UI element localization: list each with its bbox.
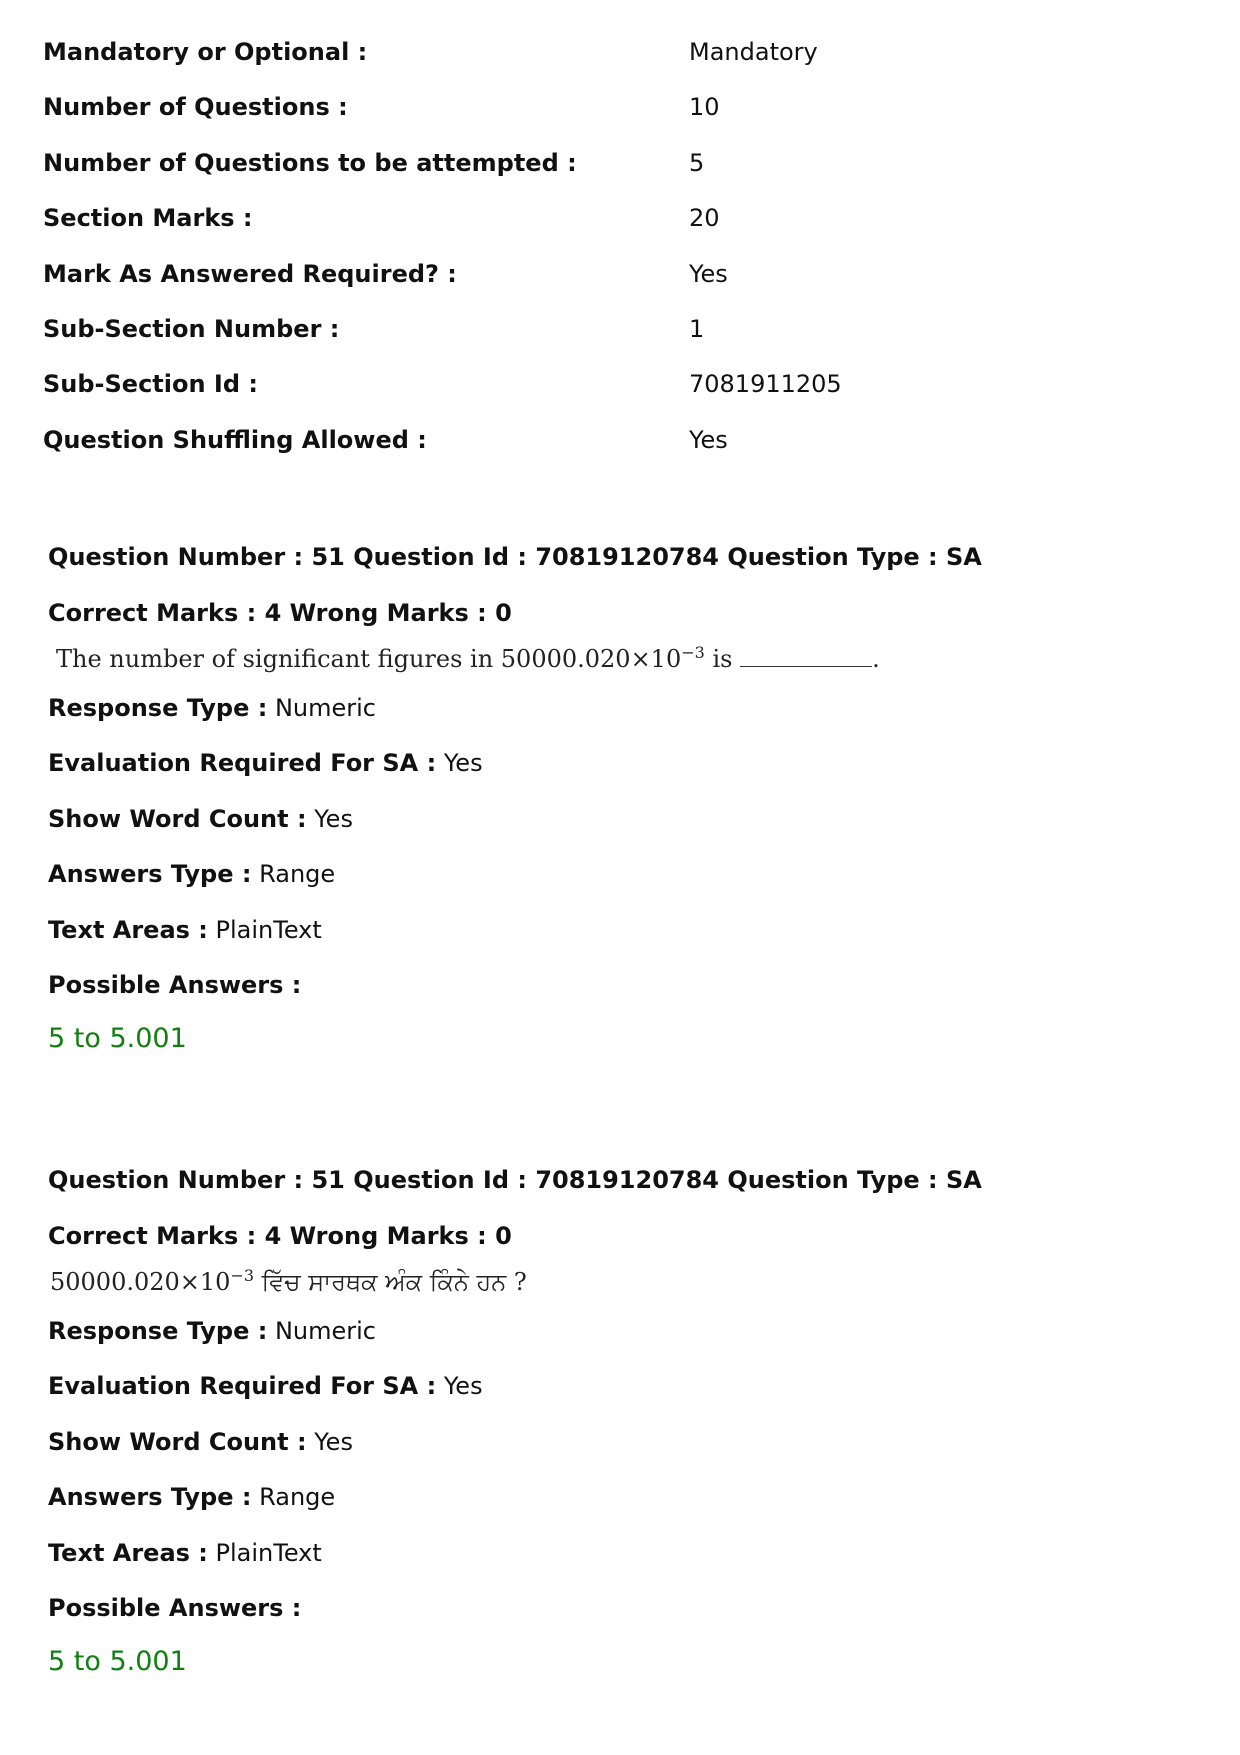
meta-row	[43, 315, 1143, 370]
question-text-suffix: is	[704, 644, 741, 673]
meta-label: Sub-Section Number :	[43, 314, 340, 343]
question-text	[50, 1266, 1148, 1317]
question-marks	[48, 1222, 1148, 1266]
word-count-row	[48, 1428, 1148, 1484]
question-text-exponent: −3	[230, 1265, 255, 1285]
response-type-value: Numeric	[274, 693, 376, 722]
possible-answer-value: 5 to 5.001	[48, 1023, 187, 1054]
evaluation-row	[48, 1372, 1148, 1428]
question-marks	[48, 599, 1148, 643]
possible-answers-row	[48, 971, 1148, 1015]
response-type-row	[48, 1317, 1148, 1373]
evaluation-row	[48, 749, 1148, 805]
word-count-label: Show Word Count :	[48, 1427, 307, 1456]
meta-row	[43, 93, 1143, 148]
evaluation-label: Evaluation Required For SA :	[48, 1372, 437, 1400]
meta-value: 5	[689, 148, 705, 177]
possible-answers-row	[48, 1594, 1148, 1638]
meta-label: Section Marks :	[43, 204, 253, 233]
meta-row	[43, 38, 1143, 93]
text-areas-value: PlainText	[215, 1538, 322, 1567]
question-marks-text: Correct Marks : 4 Wrong Marks : 0	[48, 598, 512, 627]
possible-answers-label: Possible Answers :	[48, 1594, 302, 1622]
question-text-main: The number of significant figures in 50000.020×10	[56, 644, 682, 673]
word-count-row	[48, 805, 1148, 861]
response-type-label: Response Type :	[48, 1316, 268, 1345]
answers-type-label: Answers Type :	[48, 1483, 252, 1511]
meta-value: Mandatory	[689, 38, 818, 66]
meta-label: Mark As Answered Required? :	[43, 259, 457, 288]
text-areas-row	[48, 1539, 1148, 1595]
text-areas-label: Text Areas :	[48, 1538, 208, 1567]
text-areas-label: Text Areas :	[48, 915, 208, 944]
meta-value: 1	[689, 314, 705, 343]
answers-type-value: Range	[259, 860, 336, 888]
evaluation-value: Yes	[443, 749, 483, 777]
meta-row	[43, 370, 1143, 425]
evaluation-value: Yes	[443, 1372, 483, 1400]
meta-row	[43, 149, 1143, 204]
question-text	[56, 643, 1148, 694]
meta-row	[43, 260, 1143, 315]
meta-label: Sub-Section Id :	[43, 370, 258, 399]
response-type-value: Numeric	[274, 1316, 376, 1345]
word-count-label: Show Word Count :	[48, 804, 307, 833]
question-header	[48, 1166, 1148, 1222]
question-header-text: Question Number : 51 Question Id : 70819120784 Question Type : SA	[48, 1166, 982, 1194]
question-text-end: .	[872, 644, 880, 673]
question-block-english	[48, 543, 1148, 1054]
meta-value: 10	[689, 93, 720, 122]
question-marks-text: Correct Marks : 4 Wrong Marks : 0	[48, 1221, 512, 1250]
meta-label: Number of Questions to be attempted :	[43, 148, 577, 177]
possible-answer-value: 5 to 5.001	[48, 1646, 187, 1677]
meta-value: Yes	[689, 259, 728, 288]
meta-row	[43, 426, 1143, 481]
response-type-label: Response Type :	[48, 693, 268, 722]
meta-label: Mandatory or Optional :	[43, 38, 368, 66]
meta-row	[43, 204, 1143, 259]
question-text-exponent: −3	[681, 642, 705, 662]
evaluation-label: Evaluation Required For SA :	[48, 749, 437, 777]
section-meta-table	[43, 38, 1143, 481]
word-count-value: Yes	[314, 804, 353, 833]
text-areas-row	[48, 916, 1148, 972]
question-header-text: Question Number : 51 Question Id : 70819120784 Question Type : SA	[48, 543, 982, 571]
meta-value: Yes	[689, 425, 728, 454]
question-header	[48, 543, 1148, 599]
meta-value: 20	[689, 204, 720, 233]
meta-label: Question Shuffling Allowed :	[43, 425, 427, 454]
answers-type-label: Answers Type :	[48, 860, 252, 888]
answers-type-row	[48, 860, 1148, 916]
question-text-suffix: ਵਿੱਚ ਸਾਰਥਕ ਅੰਕ ਕਿੰਨੇ ਹਨ ?	[254, 1267, 527, 1296]
question-text-main: 50000.020×10	[50, 1267, 231, 1296]
answer-blank	[740, 646, 872, 667]
answers-type-value: Range	[259, 1483, 336, 1511]
possible-answers-label: Possible Answers :	[48, 971, 302, 999]
question-block-punjabi	[48, 1166, 1148, 1677]
meta-value: 7081911205	[689, 370, 842, 399]
response-type-row	[48, 694, 1148, 750]
word-count-value: Yes	[314, 1427, 353, 1456]
text-areas-value: PlainText	[215, 915, 322, 944]
meta-label: Number of Questions :	[43, 93, 348, 122]
answers-type-row	[48, 1483, 1148, 1539]
